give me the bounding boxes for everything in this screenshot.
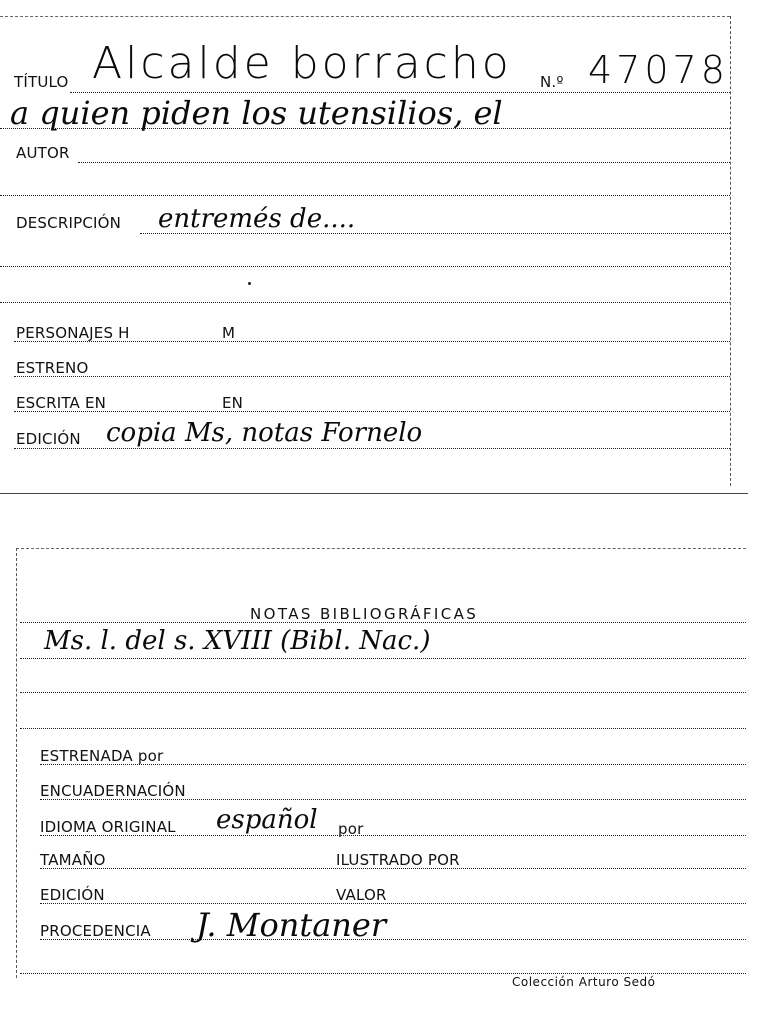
encuadernacion-line <box>40 799 746 800</box>
encuadernacion-label: ENCUADERNACIÓN <box>40 782 186 800</box>
notas-line-3 <box>20 728 746 729</box>
en-label: EN <box>222 394 244 412</box>
descripcion-value: entremés de.... <box>158 204 356 234</box>
escrita-en-label: ESCRITA EN <box>16 394 107 412</box>
escrita-line <box>14 411 730 412</box>
tamano-line <box>40 868 746 869</box>
notas-line-2 <box>20 692 746 693</box>
blank-line-2 <box>0 266 730 267</box>
blank-line-1 <box>0 195 730 196</box>
edicion-line-bottom <box>40 903 746 904</box>
notas-value: Ms. l. del s. XVIII (Bibl. Nac.) <box>44 626 431 656</box>
autor-line <box>78 162 730 163</box>
bottom-catalog-card <box>0 540 759 1028</box>
card-top-edge <box>0 16 730 17</box>
personajes-m-label: M <box>222 324 236 342</box>
ilustrado-label: ILUSTRADO POR <box>336 851 460 869</box>
tamano-label: TAMAÑO <box>40 851 106 869</box>
procedencia-value: J. Montaner <box>196 906 387 944</box>
descripcion-line <box>140 233 730 234</box>
notas-heading-line <box>20 622 746 623</box>
idioma-value: español <box>216 805 318 835</box>
idioma-label: IDIOMA ORIGINAL <box>40 818 176 836</box>
numero-label: N.º <box>540 73 564 91</box>
titulo-label: TÍTULO <box>14 73 69 91</box>
procedencia-line <box>40 939 746 940</box>
personajes-h-label: PERSONAJES H <box>16 324 130 342</box>
card-divider <box>0 493 748 494</box>
titulo-line2: a quien piden los utensilios, el <box>10 94 503 132</box>
descripcion-label: DESCRIPCIÓN <box>16 214 122 232</box>
estreno-line <box>14 376 730 377</box>
bottom-rule <box>20 973 746 974</box>
estrenada-label: ESTRENADA por <box>40 747 164 765</box>
edicion-label-bottom: EDICIÓN <box>40 886 105 904</box>
idioma-por-label: por <box>338 820 364 838</box>
autor-label: AUTOR <box>16 144 70 162</box>
collection-credit: Colección Arturo Sedó <box>512 975 656 989</box>
card2-top-edge <box>16 548 746 549</box>
edicion-value-top: copia Ms, notas Fornelo <box>106 418 423 448</box>
notas-line-1 <box>20 658 746 659</box>
estrenada-line <box>40 764 746 765</box>
valor-label: VALOR <box>336 886 387 904</box>
top-catalog-card <box>0 0 759 494</box>
card2-left-edge <box>16 548 17 978</box>
idioma-line <box>40 835 746 836</box>
edicion-line-top <box>14 448 730 449</box>
card-right-edge <box>730 16 731 486</box>
numero-value: 47078 <box>588 48 729 92</box>
procedencia-label: PROCEDENCIA <box>40 922 151 940</box>
titulo-line <box>70 92 730 93</box>
notas-heading: NOTAS BIBLIOGRÁFICAS <box>250 605 479 623</box>
titulo-handwritten: Alcalde borracho <box>92 38 512 89</box>
personajes-line <box>14 341 730 342</box>
estreno-label: ESTRENO <box>16 359 89 377</box>
ink-speck <box>248 282 251 285</box>
titulo-line2-rule <box>0 128 730 129</box>
edicion-label-top: EDICIÓN <box>16 430 81 448</box>
blank-line-3 <box>0 302 730 303</box>
